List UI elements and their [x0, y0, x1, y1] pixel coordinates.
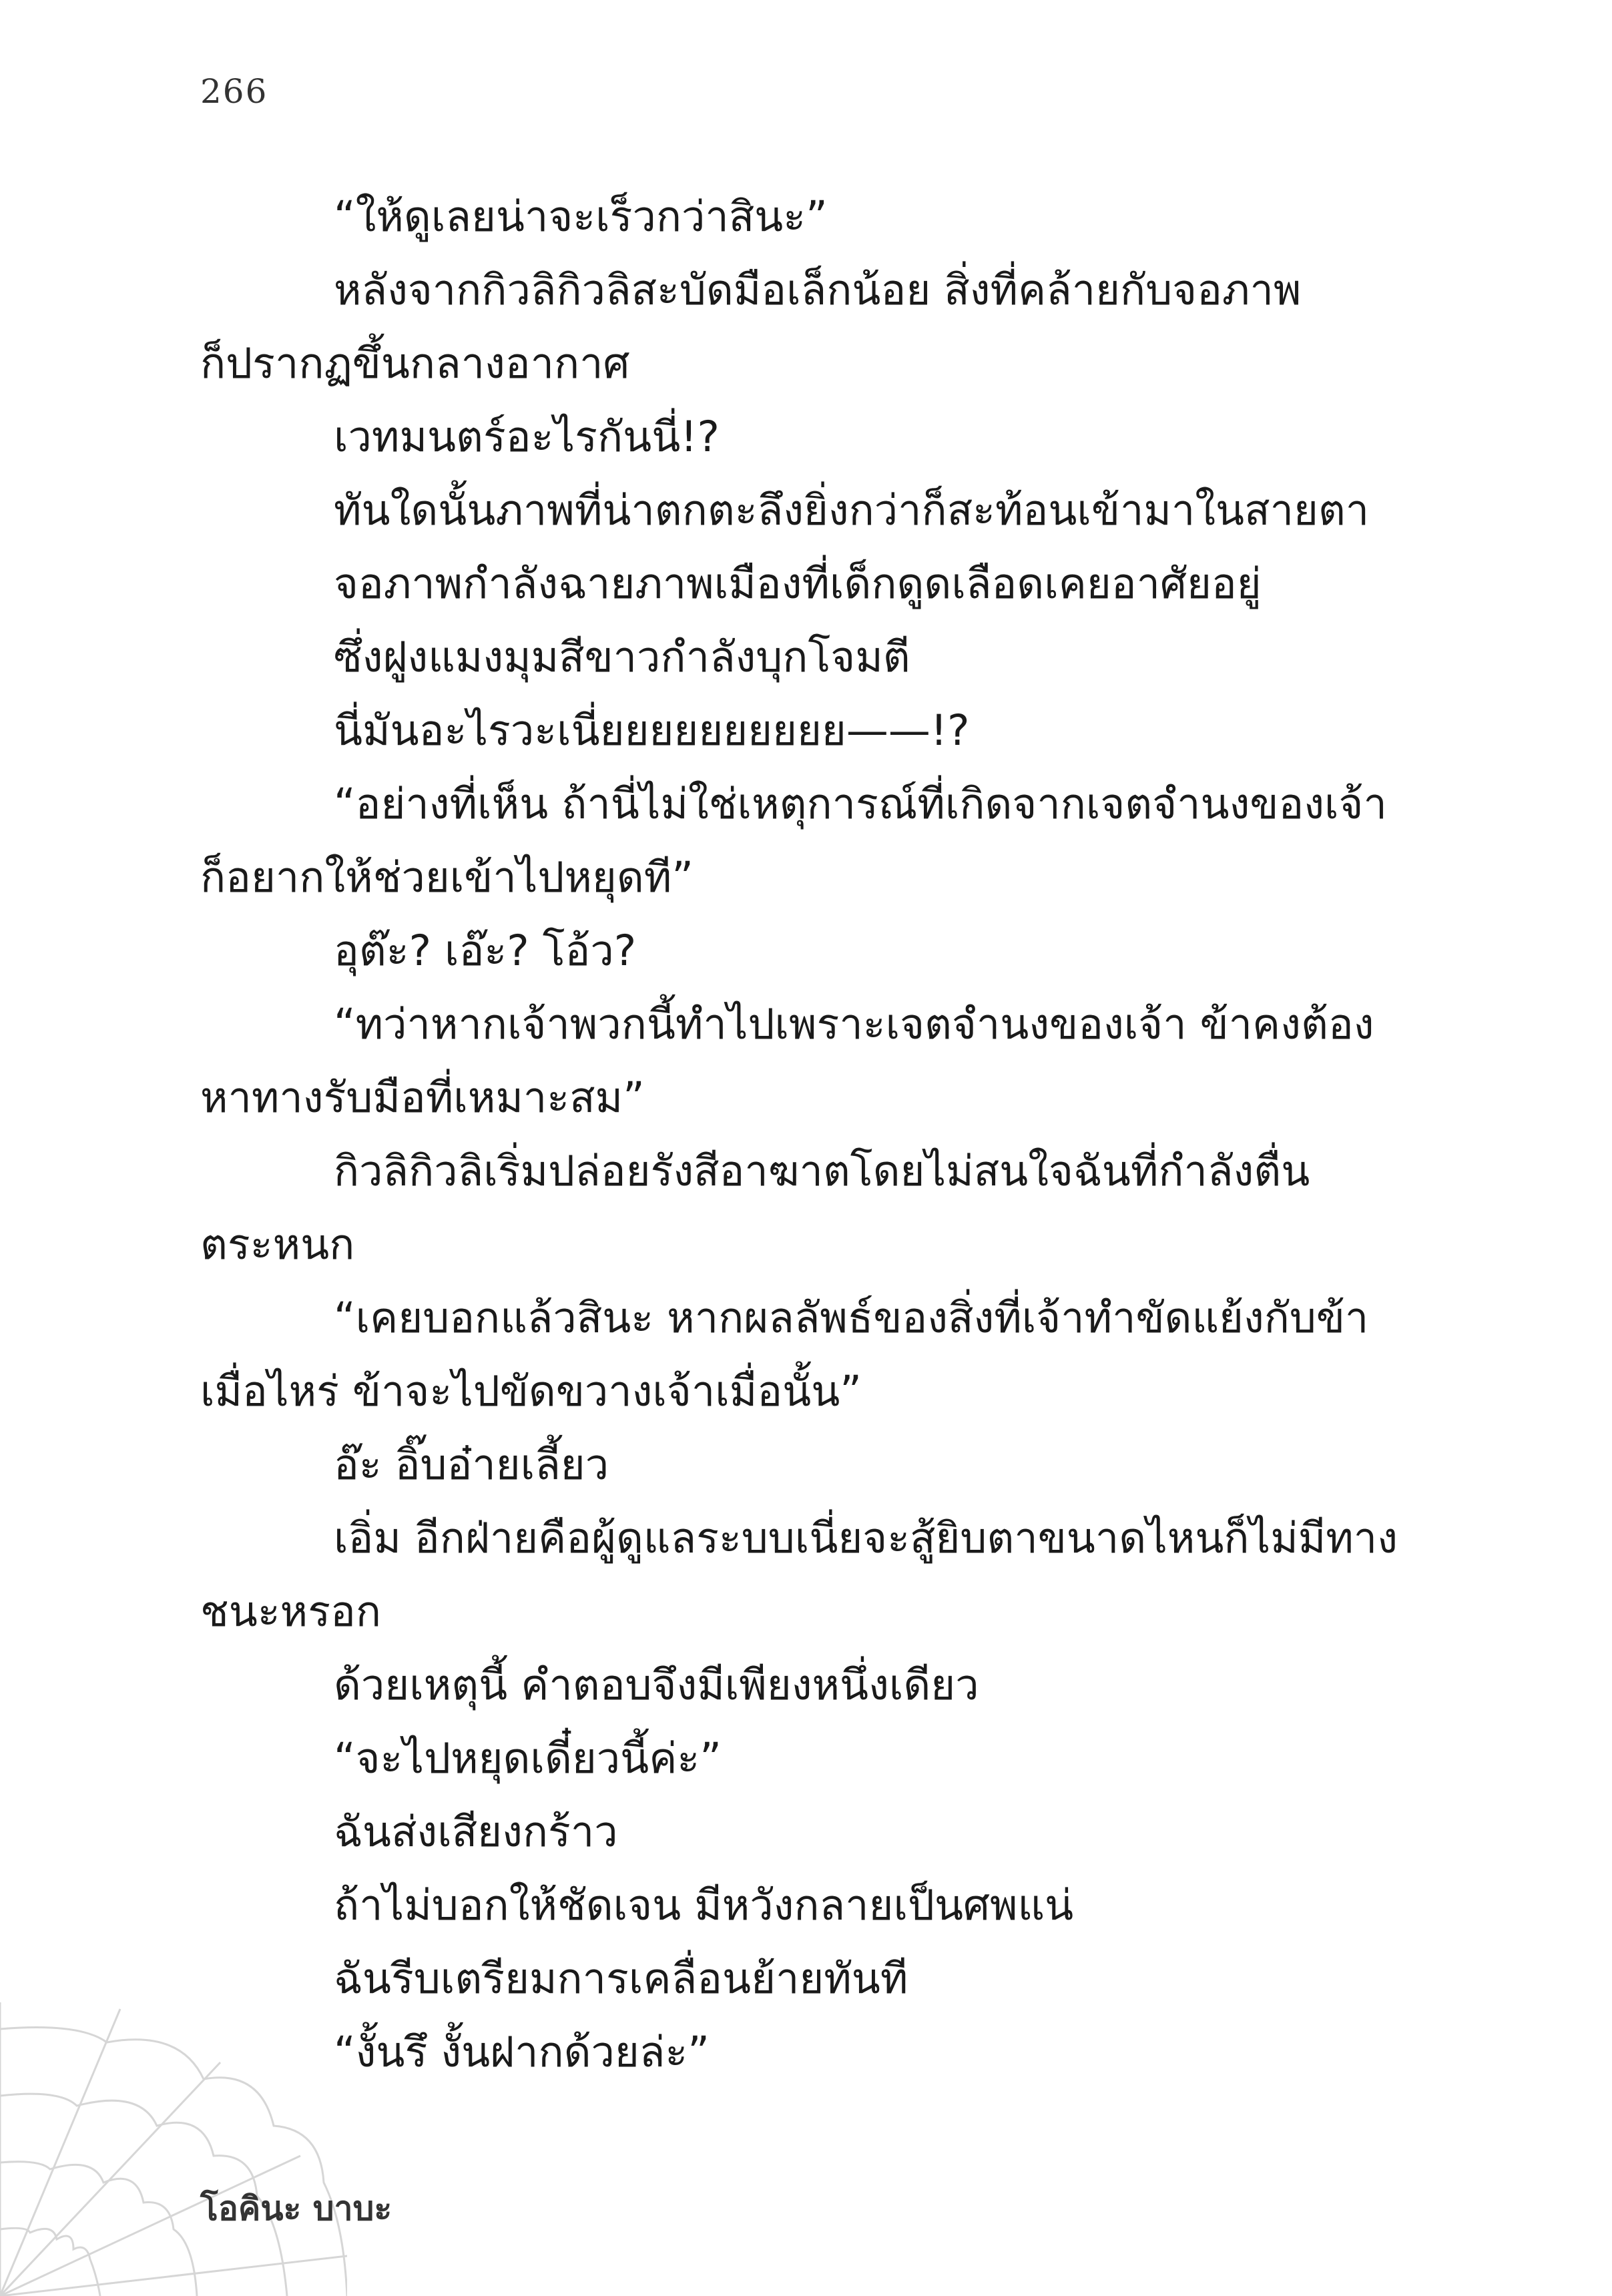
paragraph [200, 1722, 1412, 1795]
paragraph [200, 1942, 1412, 2016]
paragraph-continuation: ตระหนก [200, 1220, 355, 1269]
paragraph [200, 1135, 1412, 1281]
paragraph-first-line: นี่มันอะไรวะเนี่ยยยยยยยยยย——!? [334, 706, 970, 755]
paragraph [200, 621, 1412, 694]
paragraph-first-line: “จะไปหยุดเดี๋ยวนี้ค่ะ” [334, 1734, 722, 1783]
paragraph [200, 474, 1412, 547]
paragraph [200, 180, 1412, 254]
paragraph-first-line: กิวลิกิวลิเริ่มปล่อยรังสีอาฆาตโดยไม่สนใจฉันที่กำลังตื่น [334, 1147, 1310, 1195]
paragraph [200, 1795, 1412, 1869]
paragraph-continuation: ก็อยากให้ช่วยเข้าไปหยุดที” [200, 853, 694, 902]
paragraph-first-line: ซึ่งฝูงแมงมุมสีขาวกำลังบุกโจมตี [334, 633, 910, 681]
paragraph-first-line: “ทว่าหากเจ้าพวกนี้ทำไปเพราะเจตจำนงของเจ้า ข้าคงต้อง [334, 1000, 1374, 1049]
paragraph-continuation: เมื่อไหร่ ข้าจะไปขัดขวางเจ้าเมื่อนั้น” [200, 1367, 862, 1416]
paragraph-first-line: ด้วยเหตุนี้ คำตอบจึงมีเพียงหนึ่งเดียว [334, 1661, 979, 1709]
paragraph-first-line: ฉันรีบเตรียมการเคลื่อนย้ายทันที [334, 1954, 908, 2003]
paragraph [200, 1281, 1412, 1428]
paragraph-first-line: จอภาพกำลังฉายภาพเมืองที่เด็กดูดเลือดเคยอาศัยอยู่ [334, 559, 1262, 608]
paragraph-first-line: อุต๊ะ? เอ๊ะ? โอ้ว? [334, 926, 637, 975]
paragraph [200, 1428, 1412, 1502]
paragraph-first-line: เวทมนตร์อะไรกันนี่!? [334, 412, 720, 461]
paragraph [200, 1502, 1412, 1649]
paragraph [200, 914, 1412, 988]
paragraph [200, 1649, 1412, 1722]
body-text [200, 180, 1412, 2089]
paragraph [200, 547, 1412, 621]
paragraph-first-line: “ให้ดูเลยน่าจะเร็วกว่าสินะ” [334, 192, 828, 241]
paragraph-first-line: ฉันส่งเสียงกร้าว [334, 1807, 618, 1856]
paragraph-continuation: ชนะหรอก [200, 1587, 382, 1636]
paragraph-first-line: ถ้าไม่บอกให้ชัดเจน มีหวังกลายเป็นศพแน่ [334, 1881, 1074, 1930]
paragraph-continuation: หาทางรับมือที่เหมาะสม” [200, 1073, 645, 1122]
cobweb-icon [0, 2002, 347, 2296]
footer-author: โอคินะ บาบะ [200, 2189, 392, 2228]
paragraph-first-line: “อย่างที่เห็น ถ้านี่ไม่ใช่เหตุการณ์ที่เกิดจากเจตจำนงของเจ้า [334, 780, 1387, 828]
paragraph [200, 694, 1412, 768]
page-number: 266 [200, 72, 268, 111]
paragraph-first-line: เอิ่ม อีกฝ่ายคือผู้ดูแลระบบเนี่ยจะสู้ยิบตาขนาดไหนก็ไม่มีทาง [334, 1514, 1398, 1562]
paragraph-first-line: “งั้นรึ งั้นฝากด้วยล่ะ” [334, 2028, 710, 2076]
paragraph-first-line: หลังจากกิวลิกิวลิสะบัดมือเล็กน้อย สิ่งที่คล้ายกับจอภาพ [334, 266, 1302, 314]
paragraph [200, 988, 1412, 1135]
paragraph [200, 2016, 1412, 2089]
paragraph [200, 400, 1412, 474]
paragraph [200, 1869, 1412, 1942]
paragraph-first-line: อ๊ะ อิ๊บอ๋ายเลี้ยว [334, 1440, 609, 1489]
paragraph [200, 254, 1412, 400]
paragraph [200, 768, 1412, 914]
paragraph-first-line: “เคยบอกแล้วสินะ หากผลลัพธ์ของสิ่งที่เจ้าทำขัดแย้งกับข้า [334, 1294, 1369, 1342]
paragraph-first-line: ทันใดนั้นภาพที่น่าตกตะลึงยิ่งกว่าก็สะท้อนเข้ามาในสายตา [334, 486, 1370, 535]
paragraph-continuation: ก็ปรากฏขึ้นกลางอากาศ [200, 339, 630, 388]
